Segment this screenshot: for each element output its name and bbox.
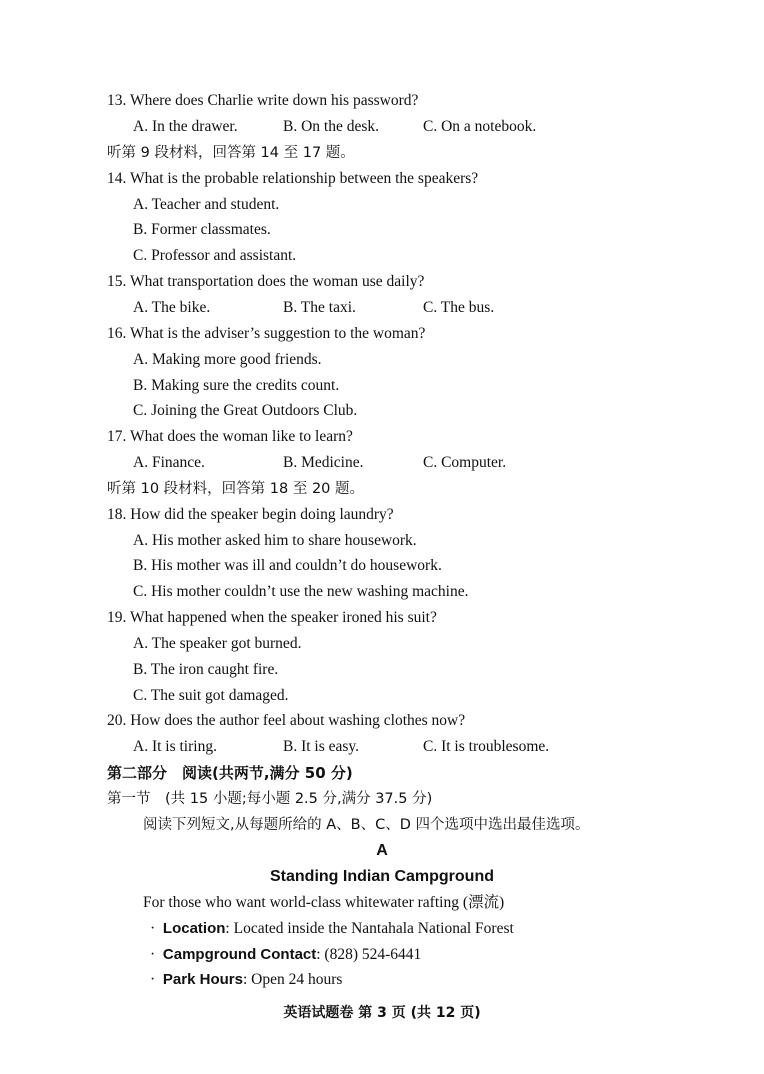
question-18: 18. How did the speaker begin doing laundry? bbox=[107, 506, 394, 523]
bullet-contact-label: Campground Contact bbox=[162, 946, 317, 963]
bullet-dot: · bbox=[150, 920, 156, 937]
q15-option-a: A. The bike. bbox=[133, 299, 211, 316]
q19-option-a: A. The speaker got burned. bbox=[133, 635, 302, 652]
bullet-hours bbox=[150, 970, 342, 990]
section-10-instruction: 听第 10 段材料，回答第 18 至 20 题。 bbox=[107, 481, 365, 497]
q15-option-c: C. The bus. bbox=[423, 299, 495, 316]
q14-option-b: B. Former classmates. bbox=[133, 221, 271, 238]
bullet-location-value: : Located inside the Nantahala National Forest bbox=[225, 920, 514, 937]
bullet-location-label: Location bbox=[162, 920, 226, 937]
reading-instructions: 阅读下列短文,从每题所给的 A、B、C、D 四个选项中选出最佳选项。 bbox=[143, 817, 590, 833]
passage-intro: For those who want world-class whitewater rafting (漂流) bbox=[143, 894, 505, 911]
question-13 bbox=[107, 91, 418, 111]
q19-option-b: B. The iron caught fire. bbox=[133, 661, 279, 678]
bullet-hours-label: Park Hours bbox=[162, 971, 243, 988]
q14-option-a: A. Teacher and student. bbox=[133, 196, 280, 213]
section-1-heading: 第一节 (共 15 小题;每小题 2.5 分,满分 37.5 分) bbox=[107, 791, 433, 807]
bullet-dot: · bbox=[150, 946, 156, 963]
q17-option-a: A. Finance. bbox=[133, 454, 205, 471]
q16-option-b: B. Making sure the credits count. bbox=[133, 377, 340, 394]
bullet-hours-value: : Open 24 hours bbox=[242, 971, 343, 988]
question-15: 15. What transportation does the woman use daily? bbox=[107, 273, 425, 290]
q18-option-c: C. His mother couldn’t use the new washing machine. bbox=[133, 583, 469, 600]
q13-option-c: C. On a notebook. bbox=[423, 118, 537, 135]
question-17: 17. What does the woman like to learn? bbox=[107, 428, 353, 445]
question-19: 19. What happened when the speaker ironed his suit? bbox=[107, 609, 437, 626]
bullet-contact bbox=[150, 945, 421, 965]
q18-option-a: A. His mother asked him to share housework. bbox=[133, 532, 417, 549]
q20-option-c: C. It is troublesome. bbox=[423, 738, 550, 755]
bullet-contact-value: : (828) 524-6441 bbox=[316, 946, 422, 963]
section-9-instruction: 听第 9 段材料，回答第 14 至 17 题。 bbox=[107, 145, 355, 161]
q20-option-a: A. It is tiring. bbox=[133, 738, 217, 755]
q19-option-c: C. The suit got damaged. bbox=[133, 687, 289, 704]
q17-option-b: B. Medicine. bbox=[283, 454, 364, 471]
q16-option-c: C. Joining the Great Outdoors Club. bbox=[133, 402, 358, 419]
question-14: 14. What is the probable relationship between the speakers? bbox=[107, 170, 479, 187]
question-16: 16. What is the adviser’s suggestion to the woman? bbox=[107, 325, 426, 342]
page-footer: 英语试题卷 第 3 页 (共 12 页) bbox=[283, 1005, 481, 1021]
q13-option-b: B. On the desk. bbox=[283, 118, 380, 135]
q17-option-c: C. Computer. bbox=[423, 454, 507, 471]
q15-option-b: B. The taxi. bbox=[283, 299, 356, 316]
question-13-number: 13. bbox=[107, 92, 127, 109]
part-2-heading: 第二部分 阅读(共两节,满分 50 分) bbox=[107, 764, 353, 782]
q18-option-b: B. His mother was ill and couldn’t do housework. bbox=[133, 557, 442, 574]
bullet-dot: · bbox=[150, 971, 156, 988]
q20-option-b: B. It is easy. bbox=[283, 738, 360, 755]
q14-option-c: C. Professor and assistant. bbox=[133, 247, 297, 264]
question-13-text: Where does Charlie write down his password? bbox=[129, 92, 419, 109]
passage-title: Standing Indian Campground bbox=[270, 868, 494, 885]
bullet-location bbox=[150, 919, 514, 939]
question-20: 20. How does the author feel about washing clothes now? bbox=[107, 712, 466, 729]
passage-label: A bbox=[376, 842, 388, 859]
q13-option-a: A. In the drawer. bbox=[133, 118, 238, 135]
q16-option-a: A. Making more good friends. bbox=[133, 351, 322, 368]
